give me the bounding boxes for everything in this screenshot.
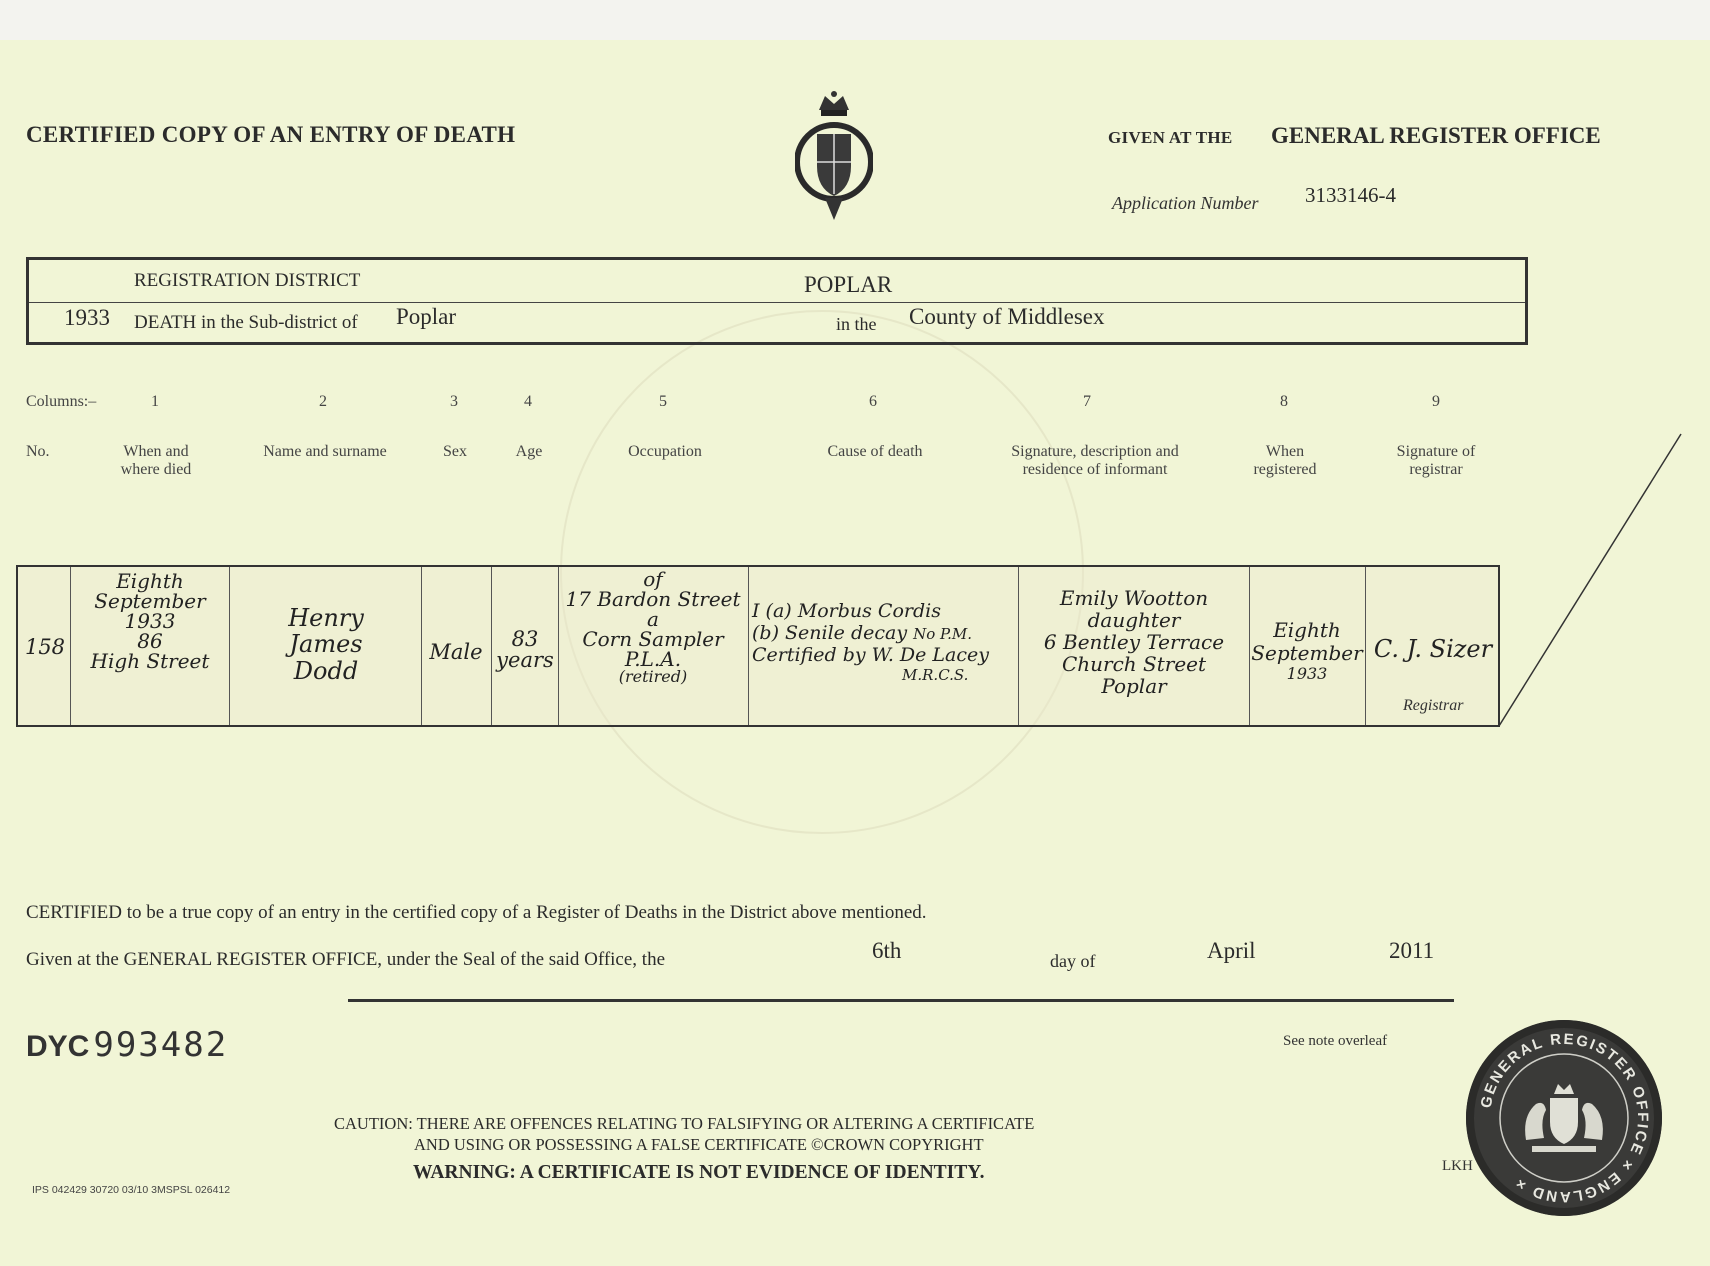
col-header-age: Age bbox=[515, 443, 543, 460]
see-note-overleaf: See note overleaf bbox=[1283, 1033, 1388, 1049]
box-divider bbox=[29, 302, 1525, 303]
col-header-when-registered: When registered bbox=[1253, 443, 1317, 478]
entry-cause-of-death: I (a) Morbus Cordis (b) Senile decay No P.M. Certified by W. De Lacey M.R.C.S. bbox=[752, 600, 989, 684]
day-of-label: day of bbox=[1050, 951, 1096, 971]
entry-age: 83 years bbox=[496, 627, 554, 672]
col-divider bbox=[491, 567, 492, 725]
col-header-informant: Signature, description and residence of informant bbox=[1011, 443, 1179, 478]
entry-number: 158 bbox=[24, 635, 66, 659]
death-entry-row bbox=[16, 565, 1500, 727]
col-divider bbox=[1365, 567, 1366, 725]
certification-month: April bbox=[1207, 938, 1256, 963]
death-year: 1933 bbox=[64, 305, 110, 330]
entry-sex: Male bbox=[429, 640, 483, 664]
col-header-when-where: When and where died bbox=[120, 443, 192, 478]
col-divider bbox=[748, 567, 749, 725]
columns-label: Columns:– bbox=[26, 393, 97, 410]
col-num-8: 8 bbox=[1280, 393, 1288, 410]
certificate-title: CERTIFIED COPY OF AN ENTRY OF DEATH bbox=[26, 122, 516, 147]
seal-emblem-icon bbox=[1466, 1020, 1662, 1216]
col-header-occupation: Occupation bbox=[628, 443, 702, 460]
sub-district-label: DEATH in the Sub-district of bbox=[134, 312, 358, 333]
svg-text:GENERAL REGISTER OFFICE × ENGL: GENERAL REGISTER OFFICE × ENGLAND × bbox=[1477, 1030, 1652, 1206]
signature-rule bbox=[348, 999, 1454, 1002]
royal-crest-icon bbox=[795, 90, 873, 225]
col-num-1: 1 bbox=[151, 393, 159, 410]
entry-registrar-signature: C. J. Sizer bbox=[1373, 635, 1493, 663]
col-num-2: 2 bbox=[319, 393, 327, 410]
registration-district-box bbox=[26, 257, 1528, 345]
general-register-office-seal-icon bbox=[1466, 1020, 1662, 1216]
sub-district-name: Poplar bbox=[396, 304, 457, 329]
col-divider bbox=[1018, 567, 1019, 725]
col-header-cause: Cause of death bbox=[827, 443, 923, 460]
col-header-registrar-signature: Signature of registrar bbox=[1396, 443, 1476, 478]
serial-number: DYC 993482 bbox=[26, 1025, 229, 1065]
col-divider bbox=[421, 567, 422, 725]
issuer-initials: LKH bbox=[1442, 1158, 1473, 1174]
col-header-name: Name and surname bbox=[263, 443, 387, 460]
district-name: POPLAR bbox=[804, 272, 893, 297]
col-num-6: 6 bbox=[869, 393, 877, 410]
entry-informant: Emily Wootton daughter 6 Bentley Terrace Church Street Poplar bbox=[1043, 586, 1225, 698]
col-divider bbox=[1249, 567, 1250, 725]
col-num-9: 9 bbox=[1432, 393, 1440, 410]
application-number: 3133146-4 bbox=[1305, 183, 1396, 207]
warning-line: WARNING: A CERTIFICATE IS NOT EVIDENCE OF IDENTITY. bbox=[413, 1162, 985, 1183]
entry-when-registered: Eighth September 1933 bbox=[1251, 618, 1363, 683]
col-num-7: 7 bbox=[1083, 393, 1091, 410]
col-divider bbox=[229, 567, 230, 725]
in-the-label: in the bbox=[836, 314, 877, 334]
caution-line-2: AND USING OR POSSESSING A FALSE CERTIFICATE ©CROWN COPYRIGHT bbox=[414, 1135, 984, 1154]
col-num-3: 3 bbox=[450, 393, 458, 410]
entry-when-where: Eighth September 1933 86 High Street bbox=[90, 569, 210, 673]
given-at-label: GIVEN AT THE bbox=[1108, 128, 1233, 147]
office-name: GENERAL REGISTER OFFICE bbox=[1271, 123, 1601, 148]
registrar-label: Registrar bbox=[1403, 697, 1464, 714]
col-divider bbox=[70, 567, 71, 725]
diagonal-cancel-line bbox=[1495, 430, 1685, 730]
col-divider bbox=[558, 567, 559, 725]
col-num-5: 5 bbox=[659, 393, 667, 410]
district-label: REGISTRATION DISTRICT bbox=[134, 270, 361, 291]
county-name: County of Middlesex bbox=[909, 304, 1105, 329]
certificate-sheet bbox=[0, 40, 1710, 1266]
print-code: IPS 042429 30720 03/10 3MSPSL 026412 bbox=[32, 1184, 231, 1196]
col-header-sex: Sex bbox=[443, 443, 467, 460]
col-header-no: No. bbox=[26, 443, 50, 460]
entry-occupation: of 17 Bardon Street a Corn Sampler P.L.A. (retired) bbox=[565, 567, 741, 686]
entry-name: Henry James Dodd bbox=[288, 604, 364, 685]
caution-line-1: CAUTION: THERE ARE OFFENCES RELATING TO FALSIFYING OR ALTERING A CERTIFICATE bbox=[334, 1114, 1035, 1133]
certification-year: 2011 bbox=[1389, 938, 1435, 963]
application-label: Application Number bbox=[1112, 193, 1259, 213]
certification-line-1: CERTIFIED to be a true copy of an entry in the certified copy of a Register of Deaths in the District above mentioned. bbox=[26, 902, 927, 923]
certification-day: 6th bbox=[872, 938, 902, 963]
col-num-4: 4 bbox=[524, 393, 532, 410]
certification-line-2: Given at the GENERAL REGISTER OFFICE, under the Seal of the said Office, the bbox=[26, 949, 666, 970]
